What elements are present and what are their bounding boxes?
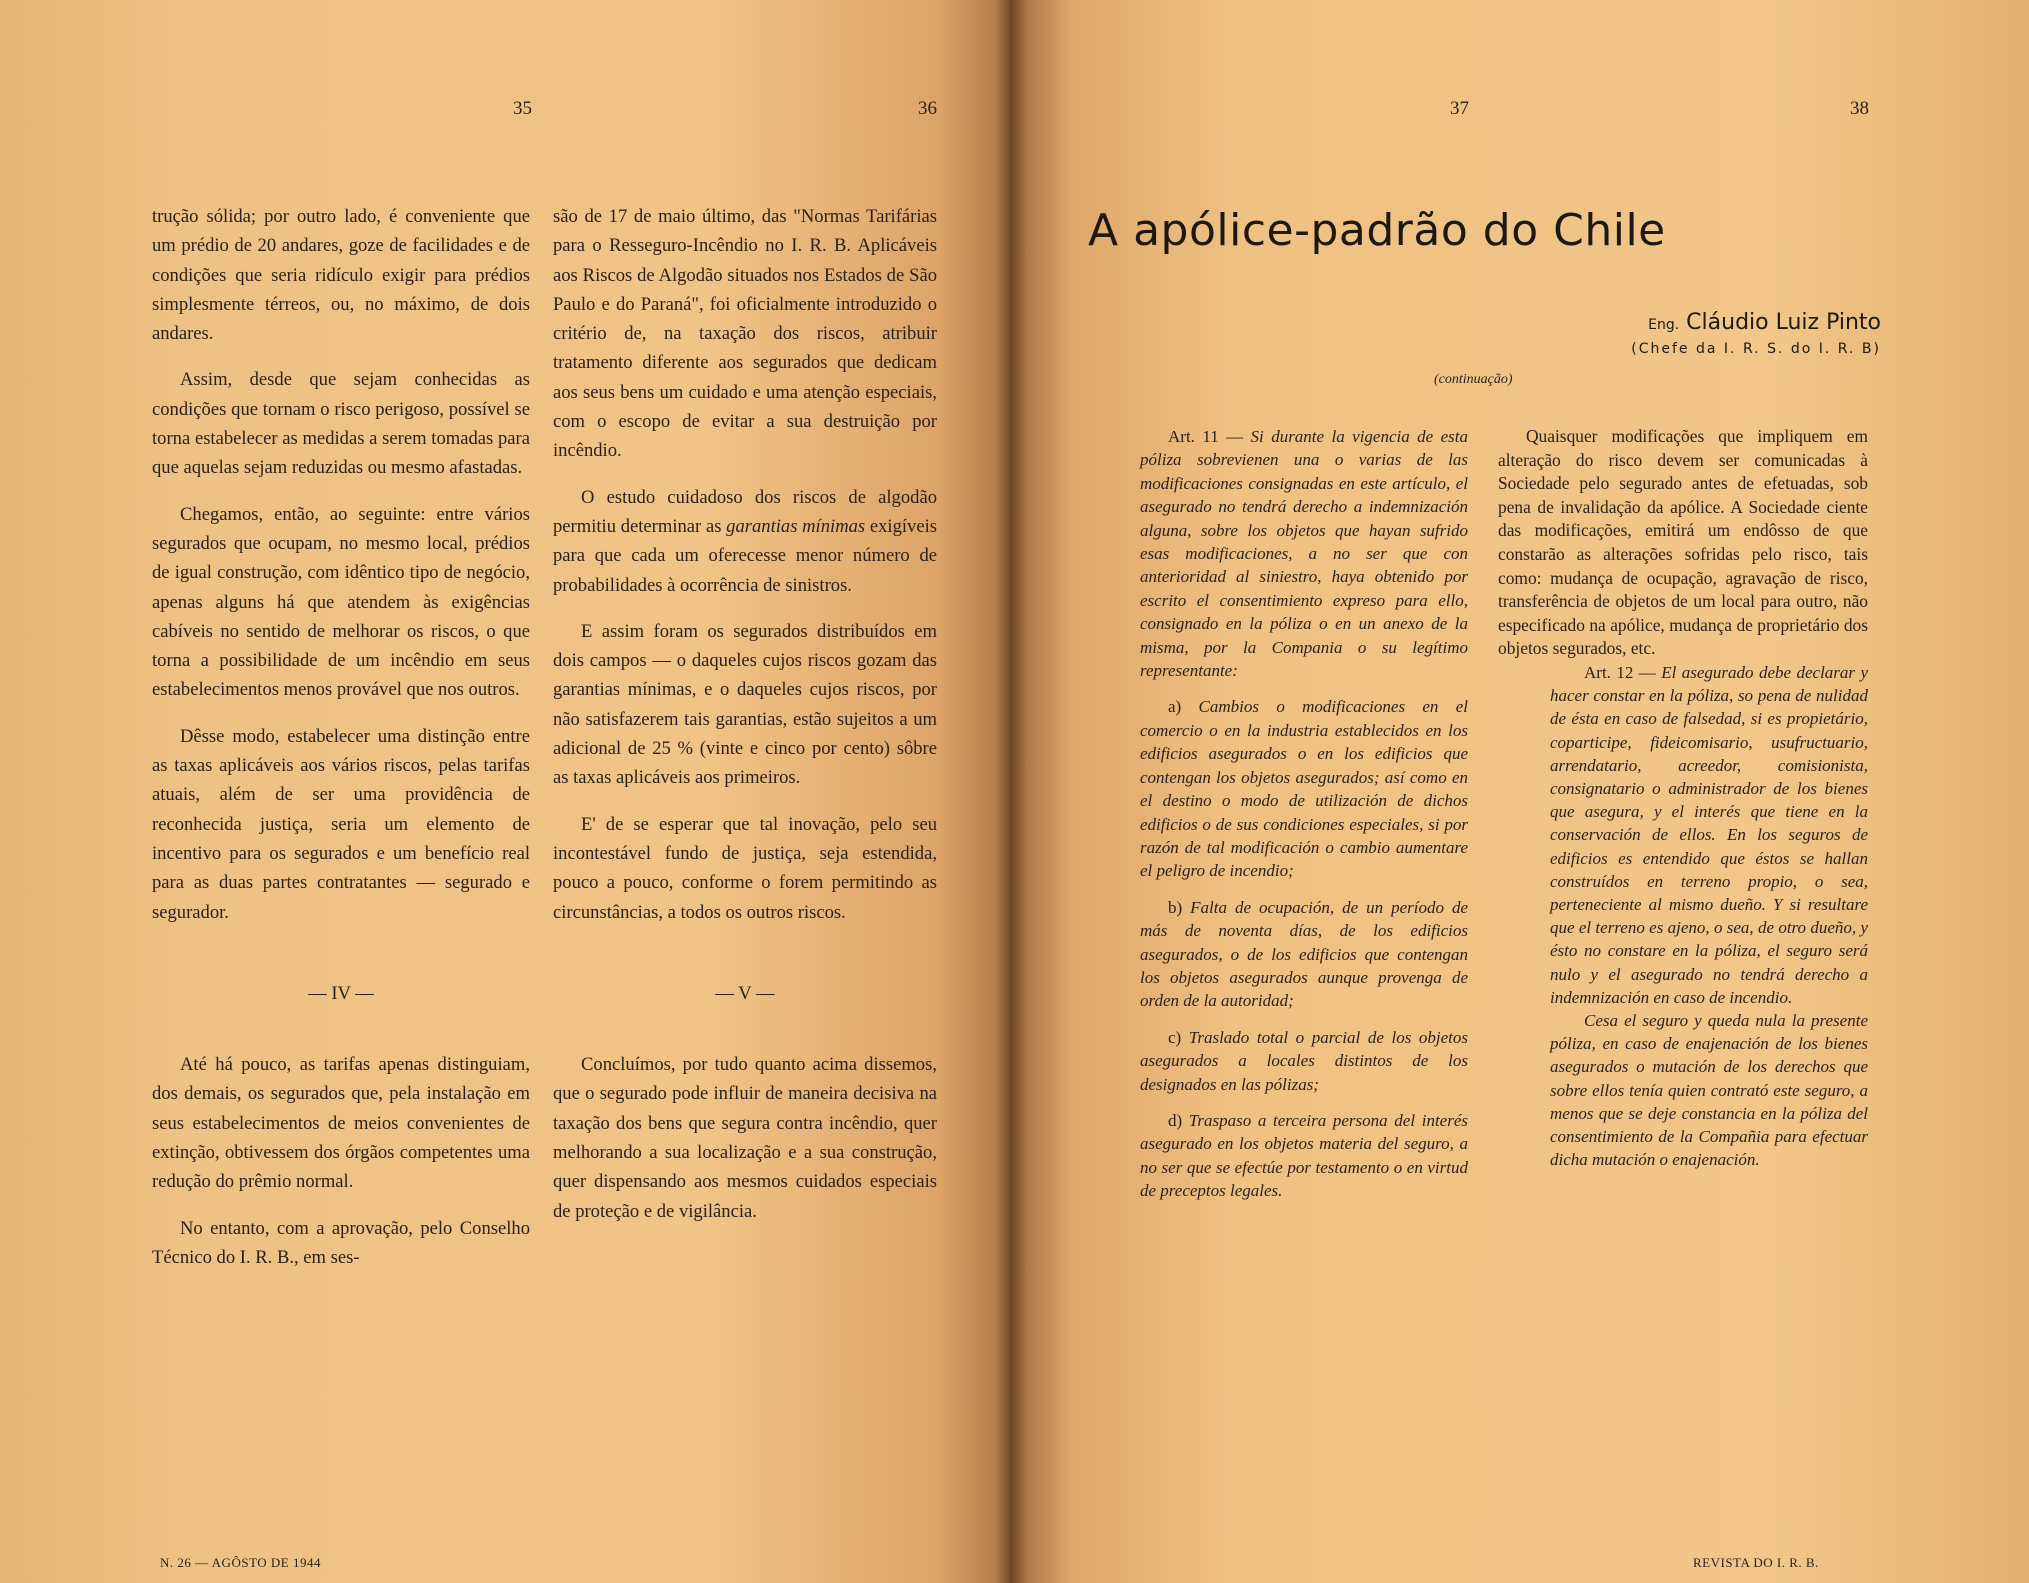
paragraph: trução sólida; por outro lado, é conveniente que um prédio de 20 andares, goze de facilidades e de condições que seria ridículo exigir para prédios simplesmente térreos, ou, no máximo, de dois andares. xyxy=(152,206,530,345)
paragraph: Concluímos, por tudo quanto acima dissemos, que o segurado pode influir de maneira decisiva na taxação dos bens que segura contra incêndio, quer melhorando a sua localização e a sua construção, quer dispensando aos mesmos cuidados especiais de proteção e de vigilância. xyxy=(553,1054,937,1222)
page-number-38: 38 xyxy=(1850,98,1869,119)
article-12-block xyxy=(1550,661,1868,1171)
article-12-cesa: Cesa el seguro y queda nula la presente póliza, en caso de enajenación de los bienes asegurados o mutación de los derechos que sobre ellos tenía quien contrató este seguro, a menos que se deje constancia en la póliza del consentimiento de la Compañia para efectuar dicha mutación o enajenación. xyxy=(1550,1010,1868,1170)
clause-label: d) xyxy=(1168,1110,1183,1130)
article-text: El asegurado debe declarar y hacer constar en la póliza, so pena de nulidad de ésta en caso de falsedad, si es propietário, coparticipe, fideicomisario, usufructuario, arrendatario, acreedor, comisionista, consignatario o administrador de los bienes que asegura, y el interés que tiene en la conservación de ellos. En los seguros de edificios es entendido que éstos se hallan construídos en terreno propio, o sea, perteneciente al mismo dueño. Y si resultare que el terreno es ajeno, o sea, de otro dueño, y ésto no constare en la póliza, el seguro será nulo y el asegurado no tendrá derecho a indemnización en caso de incendio. xyxy=(1550,662,1868,1007)
page-number-35: 35 xyxy=(513,98,532,119)
clause-d xyxy=(1140,1109,1468,1203)
continuation-note: (continuação) xyxy=(1434,372,1513,387)
article-title: A apólice-padrão do Chile xyxy=(1088,205,1666,256)
book-gutter-shadow xyxy=(995,0,1027,1583)
emphasis-text: garantias mínimas xyxy=(726,515,866,537)
clause-label: b) xyxy=(1168,897,1183,917)
clause-c xyxy=(1140,1026,1468,1096)
author-role: (Chefe da I. R. S. do I. R. B) xyxy=(1631,341,1881,357)
column-page-36 xyxy=(553,202,937,1243)
page-number-37: 37 xyxy=(1450,98,1469,119)
byline xyxy=(1631,310,1881,357)
article-11 xyxy=(1140,425,1468,682)
article-label: Art. 12 — xyxy=(1584,662,1656,682)
clause-text: Cambios o modificaciones en el comercio o en la industria establecidos en los edificios asegurados o en los edificios que contengan los objetos asegurados; así como en el destino o modo de utilización de dichos edificios o de sus condiciones especiales, si por razón de tal modificación o cambio aumentare el peligro de incendio; xyxy=(1140,697,1468,881)
column-page-37 xyxy=(1140,425,1468,1216)
paragraph: Assim, desde que sejam conhecidas as condições que tornam o risco perigoso, possível se torna estabelecer as medidas a serem tomadas para que aquelas sejam reduzidas ou mesmo afastadas. xyxy=(152,369,530,479)
paragraph: Até há pouco, as tarifas apenas distinguiam, dos demais, os segurados que, pela instalação em seus estabelecimentos de meios convenientes de extinção, obtivessem dos órgãos competentes uma redução do prêmio normal. xyxy=(152,1054,530,1193)
article-12 xyxy=(1550,661,1868,1009)
paragraph: E assim foram os segurados distribuídos em dois campos — o daqueles cujos riscos gozam das garantias mínimas, e o daqueles cujos riscos, por não satisfazerem tais garantias, estão sujeitos a um adicional de 25 % (vinte e cinco por cento) sôbre as taxas aplicáveis aos primeiros. xyxy=(553,620,937,789)
column-page-35 xyxy=(152,202,530,1289)
paragraph: No entanto, com a aprovação, pelo Conselho Técnico do I. R. B., em ses- xyxy=(152,1217,530,1268)
paragraph: Dêsse modo, estabelecer uma distinção entre as taxas aplicáveis aos vários riscos, pelas tarifas atuais, além de ser uma providência de reconhecida justiça, seria um elemento de incentivo para os segurados e um benefício real para as duas partes contratantes — segurado e segurador. xyxy=(152,725,530,923)
clause-b xyxy=(1140,896,1468,1013)
paragraph xyxy=(553,483,937,600)
section-heading-iv: — IV — xyxy=(308,982,374,1004)
article-label: Art. 11 — xyxy=(1168,427,1244,446)
paragraph: são de 17 de maio último, das "Normas Tarifárias para o Resseguro-Incêndio no I. R. B. Aplicáveis aos Riscos de Algodão situados nos Estados de São Paulo e do Paraná", foi oficialmente introduzido o critério de, na taxação dos riscos, atribuir tratamento diferente aos segurados que dedicam aos seus bens um cuidado e uma atenção especiais, com o escopo de evitar a sua destruição por incêndio. xyxy=(553,206,937,462)
footer-issue: N. 26 — AGÔSTO DE 1944 xyxy=(160,1555,321,1570)
left-page xyxy=(0,0,1010,1583)
paragraph-text: O estudo cuidadoso dos riscos de algodão permitiu determinar as xyxy=(553,486,937,537)
column-page-38 xyxy=(1498,425,1868,1171)
clause-text: Traslado total o parcial de los objetos asegurados a locales distintos de los designados en las pólizas; xyxy=(1140,1027,1469,1094)
clause-text: Traspaso a terceira persona del interés asegurado en los objetos materia del seguro, a no ser que se efectúe por testamento o en virtud de preceptos legales. xyxy=(1140,1110,1468,1201)
author-line xyxy=(1631,310,1881,335)
page-number-36: 36 xyxy=(918,98,937,119)
paragraph: Chegamos, então, ao seguinte: entre vários segurados que ocupam, no mesmo local, prédios de igual construção, com idêntico tipo de negócio, apenas alguns há que atendem às exigências cabíveis no sentido de melhorar os riscos, o que torna a possibilidade de um incêndio em seus estabelecimentos menos provável que nos outros. xyxy=(152,503,530,701)
paragraph: Quaisquer modificações que impliquem em alteração do risco devem ser comunicadas à Sociedade pelo segurado antes de efetuadas, sob pena de invalidação da apólice. A Sociedade ciente das modificações, emitirá um endôsso de que constarão as alterações sofridas pelo risco, tais como: mudança de ocupação, agravação de risco, transferência de objetos de um local para outro, não especificado na apólice, mudança de proprietário dos objetos segurados, etc. xyxy=(1498,426,1868,659)
paragraph-text: exigíveis para que cada um oferecesse menor número de probabilidades à ocorrência de sinistros. xyxy=(553,515,937,596)
clause-label: c) xyxy=(1168,1027,1182,1047)
paragraph: E' de se esperar que tal inovação, pelo seu incontestável fundo de justiça, seja estendida, pouco a pouco, conforme o forem permitindo as circunstâncias, a todos os outros riscos. xyxy=(553,813,937,923)
author-prefix: Eng. xyxy=(1648,317,1680,333)
author-name: Cláudio Luiz Pinto xyxy=(1686,310,1881,335)
clause-label: a) xyxy=(1168,697,1182,717)
clause-a xyxy=(1140,695,1468,882)
article-text: Si durante la vigencia de esta póliza sobrevienen una o varias de las modificaciones consignadas en este artículo, el asegurado no tendrá derecho a indemnización alguna, sobre los objetos que hayan sufrido esas modificaciones, a no ser que con anterioridad al siniestro, haya obtenido por escrito el consentimiento expreso para ello, consignado en la póliza o en un anexo de la misma, por la Compania o su legítimo representante: xyxy=(1140,427,1468,681)
footer-journal: REVISTA DO I. R. B. xyxy=(1693,1555,1819,1570)
section-heading-v: — V — xyxy=(715,982,775,1004)
clause-text: Falta de ocupación, de un período de más de noventa días, de los edificios asegurados, o de los edificios que contengan los objetos asegurados aunque provenga de orden de la autoridad; xyxy=(1140,897,1469,1011)
